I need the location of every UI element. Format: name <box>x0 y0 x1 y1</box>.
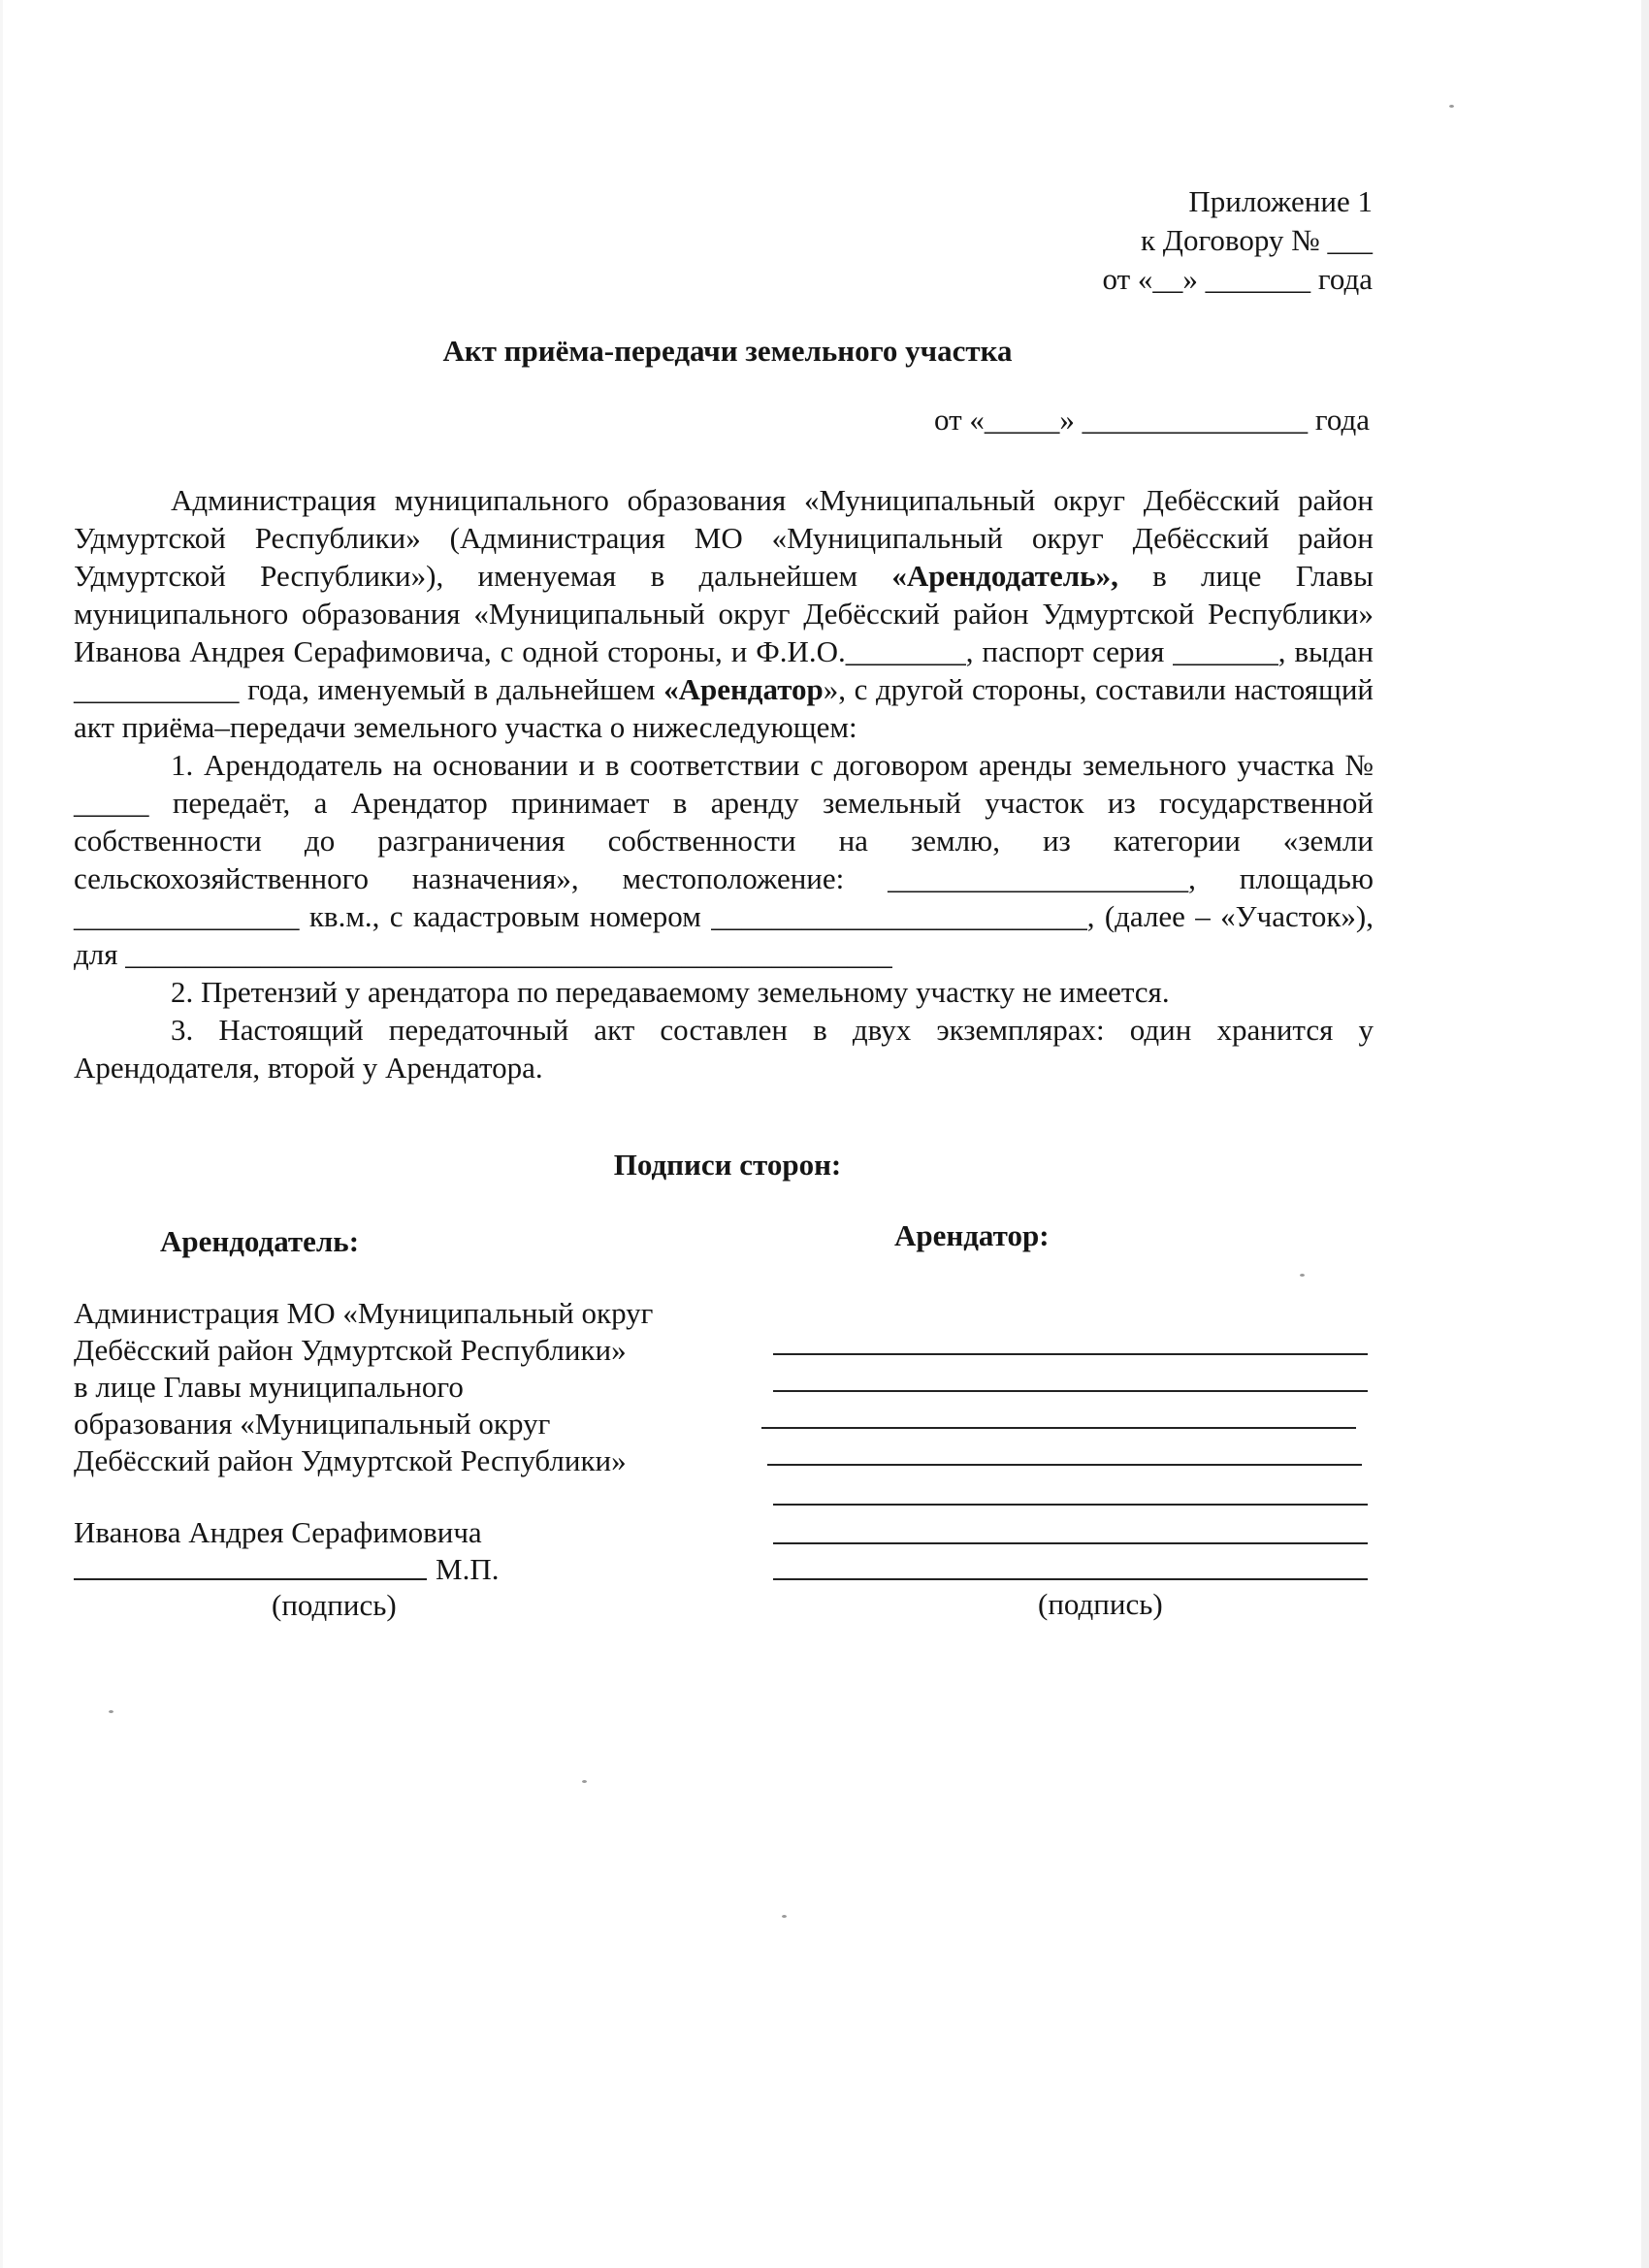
scan-speck <box>782 1915 787 1918</box>
tenant-blank-line <box>773 1504 1368 1506</box>
scan-speck <box>1300 1274 1305 1277</box>
document-title: Акт приёма-передачи земельного участка <box>442 334 1013 368</box>
scan-speck <box>1449 105 1454 108</box>
act-date-line: от «_____» _______________ года <box>934 403 1370 437</box>
tenant-label: Арендатор: <box>894 1218 1050 1252</box>
tenant-blank-line <box>773 1542 1368 1544</box>
lessor-term: «Арендодатель», <box>891 559 1118 593</box>
tenant-blank-line <box>767 1464 1362 1466</box>
tenant-signature-line <box>773 1578 1368 1580</box>
tenant-blank-line <box>761 1427 1356 1429</box>
lessor-line: Дебёсский район Удмуртской Республики» <box>74 1333 627 1367</box>
scan-speck <box>582 1780 587 1783</box>
appendix-reference <box>1103 182 1373 299</box>
lessor-line: Дебёсский район Удмуртской Республики» <box>74 1443 627 1477</box>
tenant-blank-line <box>773 1390 1368 1392</box>
scan-speck <box>109 1710 113 1713</box>
lessor-line: образования «Муниципальный округ <box>74 1407 551 1441</box>
clause-2: 2. Претензий у арендатора по передаваемому земельному участку не имеется. <box>171 975 1170 1009</box>
lessor-signature-caption: (подпись) <box>272 1588 397 1622</box>
appendix-line: Приложение 1 <box>1188 184 1373 218</box>
tenant-blank-line <box>773 1353 1368 1355</box>
tenant-term: «Арендатор <box>663 672 824 706</box>
intro-text-end: », с другой стороны, составили настоящий акт приёма–передачи земельного участка о нижеследующем: <box>74 672 1374 744</box>
clause-1: 1. Арендодатель на основании и в соответствии с договором аренды земельного участка № _____ передаёт, а Арендатор принимает в аренду земельный участок из государственной собственности до разграничения собственности на землю, из категории «земли сельскохозяйственного назначения», местоположение: ____________________, площадью _______________ кв.м., с кадастровым номером _________________________, (далее – «Участок»), для ___________________________________________________ <box>74 748 1374 971</box>
seal-placeholder: М.П. <box>436 1552 500 1586</box>
scan-edge-right <box>1641 0 1649 2268</box>
act-body <box>74 481 1374 1086</box>
lessor-line: в лице Главы муниципального <box>74 1370 464 1404</box>
lessor-signatory-name: Иванова Андрея Серафимовича <box>74 1515 482 1549</box>
appendix-date-line: от «__» _______ года <box>1102 262 1373 296</box>
appendix-contract-line: к Договору № ___ <box>1141 223 1373 257</box>
lessor-details <box>74 1295 753 1479</box>
intro-paragraph <box>74 481 1374 746</box>
lessor-line: Администрация МО «Муниципальный округ <box>74 1296 654 1330</box>
tenant-signature-caption: (подпись) <box>1038 1587 1163 1621</box>
signatures-header: Подписи сторон: <box>613 1148 842 1182</box>
lessor-label: Арендодатель: <box>160 1224 360 1258</box>
lessor-signature-line <box>74 1578 427 1580</box>
intro-text-cont: в лице Главы муниципального образования «Муниципальный округ Дебёсский район Удмуртской Республики» Иванова Андрея Серафимовича, с одной стороны, и Ф.И.О.________, паспорт серия _______, выдан ___________ года, именуемый в дальнейшем <box>74 559 1374 706</box>
clause-3: 3. Настоящий передаточный акт составлен в двух экземплярах: один хранится у Арендодателя, второй у Арендатора. <box>74 1013 1374 1085</box>
intro-text: Администрация муниципального образования «Муниципальный округ Дебёсский район Удмуртской Республики» (Администрация МО «Муниципальный округ Дебёсский район Удмуртской Республики»), именуемая в дальнейшем <box>74 483 1374 593</box>
